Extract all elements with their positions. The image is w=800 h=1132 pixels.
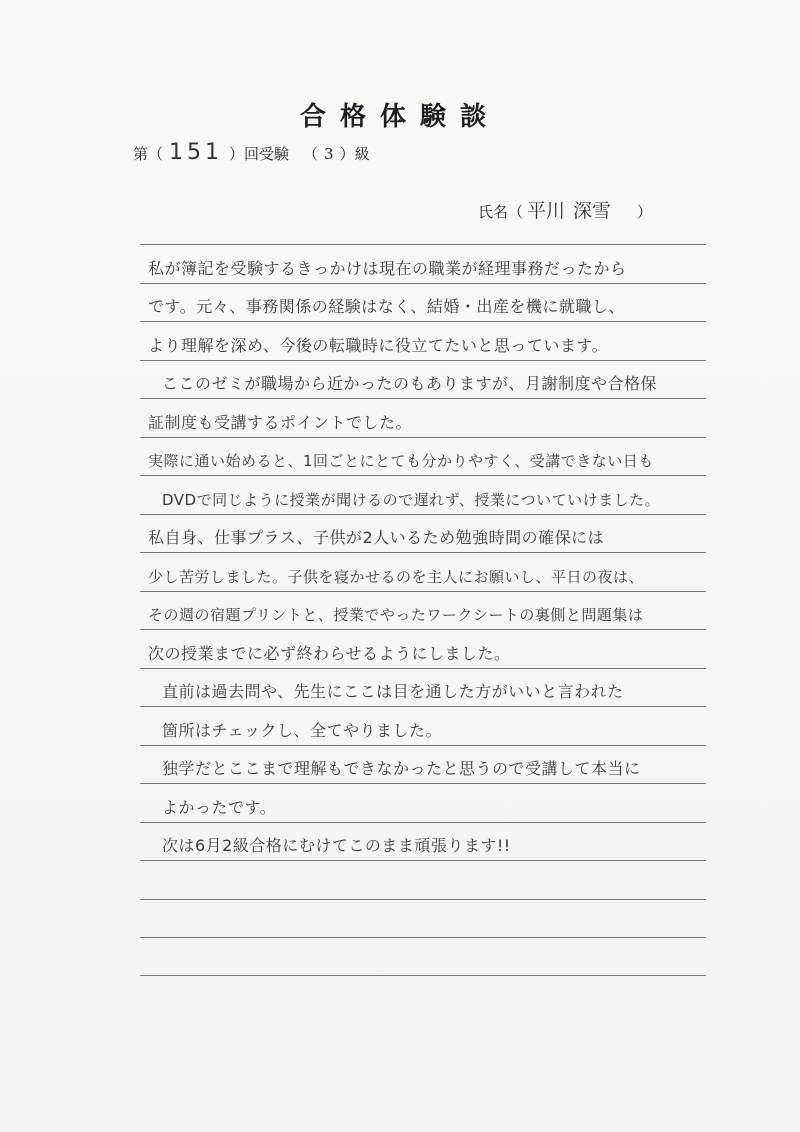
essay-line-text: よかったです。 xyxy=(162,797,277,817)
session-suffix: ）回受験 xyxy=(229,145,290,163)
essay-line xyxy=(140,437,706,476)
essay-line-text: 次は6月2級合格にむけてこのまま頑張ります!! xyxy=(162,836,511,855)
essay-line xyxy=(140,475,706,514)
essay-line xyxy=(140,899,706,938)
grade-close: ）級 xyxy=(339,145,370,163)
name-family: 平川 xyxy=(527,200,566,222)
essay-line xyxy=(140,514,706,553)
essay-line-text: 独学だとここまで理解もできなかったと思うので受講して本当に xyxy=(162,759,641,778)
session-prefix: 第（ xyxy=(133,145,164,163)
essay-line-text: 少し苦労しました。子供を寝かせるのを主人にお願いし、平日の夜は、 xyxy=(148,567,645,586)
name-close: ） xyxy=(637,203,653,221)
grade-open: （ xyxy=(303,145,319,163)
session-number: 151 xyxy=(169,140,224,165)
essay-line xyxy=(140,398,706,437)
essay-line xyxy=(140,745,706,784)
essay-line-text: 証制度も受講するポイントでした。 xyxy=(148,412,413,432)
name-prefix: 氏名（ xyxy=(478,203,524,221)
essay-line-text: 次の授業までに必ず終わらせるようにしました。 xyxy=(148,643,511,663)
essay-line-text: その週の宿題プリントと、授業でやったワークシートの裏側と問題集は xyxy=(148,606,644,624)
essay-line xyxy=(140,937,706,976)
essay-line xyxy=(140,283,706,322)
essay-line-text: です。元々、事務関係の経験はなく、結婚・出産を機に就職し、 xyxy=(148,297,625,316)
essay-line-text: DVDで同じように授業が聞けるので遅れず、授業についていけました。 xyxy=(162,490,661,509)
essay-line-text: 実際に通い始めると、1回ごとにとても分かりやすく、受講できない日も xyxy=(148,452,654,470)
essay-line xyxy=(140,783,706,822)
ruled-lines xyxy=(140,244,706,976)
essay-line-text: 箇所はチェックし、全てやりました。 xyxy=(162,720,443,740)
essay-line-text: より理解を深め、今後の転職時に役立てたいと思っています。 xyxy=(148,335,609,355)
essay-line xyxy=(140,706,706,745)
essay-line xyxy=(140,552,706,591)
essay-line xyxy=(140,244,706,283)
name-line xyxy=(478,196,652,223)
essay-line xyxy=(140,860,706,899)
page-title: 合格体験談 xyxy=(299,102,500,132)
essay-line-text: 直前は過去問や、先生にここは目を通した方がいいと言われた xyxy=(162,682,624,701)
essay-line-text: 私自身、仕事プラス、子供が2人いるため勉強時間の確保には xyxy=(148,528,605,547)
essay-line xyxy=(140,591,706,630)
essay-line-text: 私が簿記を受験するきっかけは現在の職業が経理事務だったから xyxy=(148,258,627,278)
essay-line xyxy=(140,629,706,668)
essay-line-text: ここのゼミが職場から近かったのもありますが、月謝制度や合格保 xyxy=(162,374,658,393)
name-given: 深雪 xyxy=(573,200,612,222)
essay-line xyxy=(140,360,706,399)
essay-line xyxy=(140,668,706,707)
grade-number: 3 xyxy=(324,145,334,163)
essay-line xyxy=(140,822,706,861)
essay-line xyxy=(140,321,706,360)
exam-session-line xyxy=(133,140,370,165)
